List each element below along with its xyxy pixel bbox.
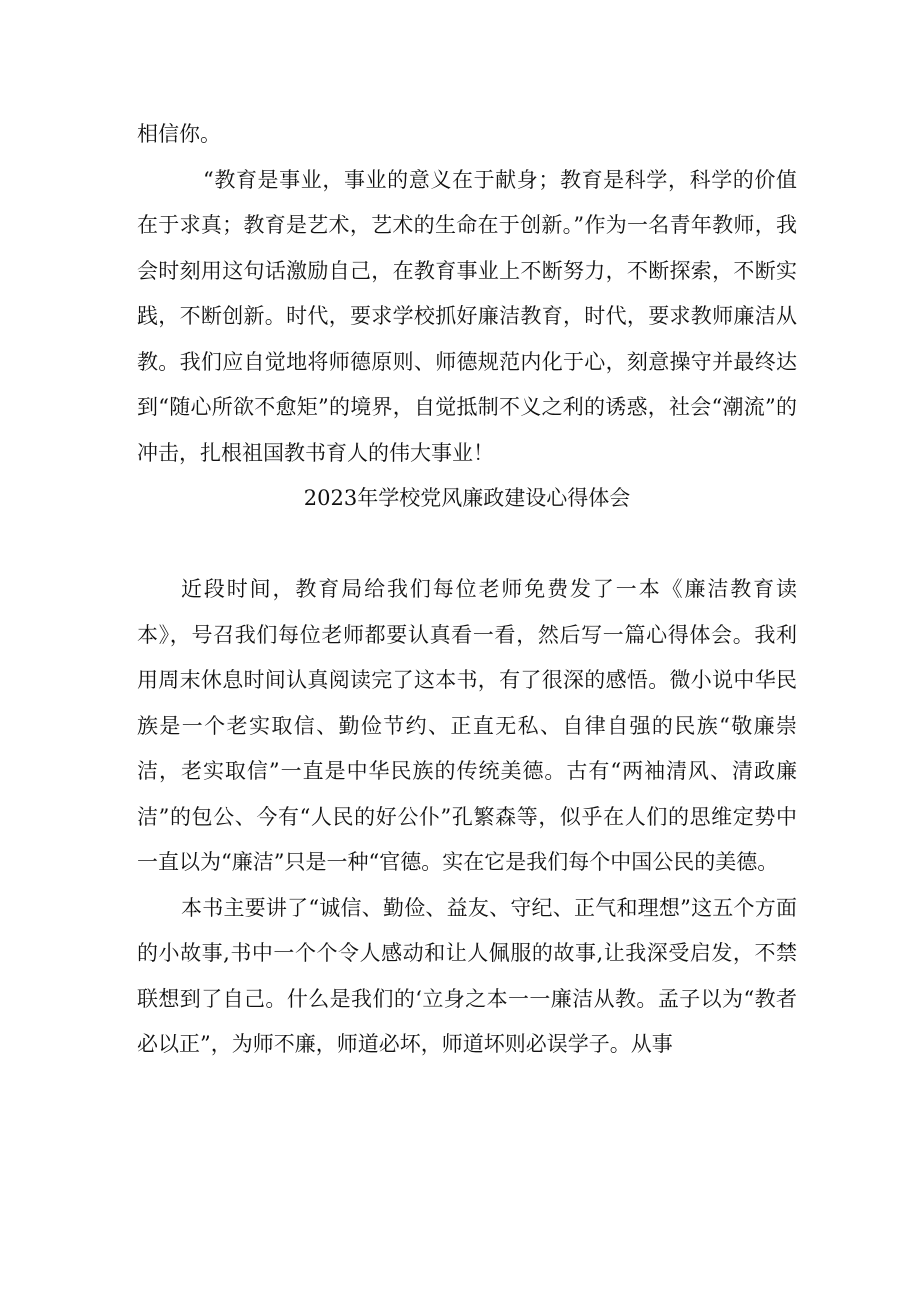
document-body (137, 112, 797, 1068)
paragraph-book-content: 本书主要讲了“诚信、勤俭、益友、守纪、正气和理想”这五个方面的小故事,书中一个个令人感动和让人佩服的故事,让我深受启发，不禁联想到了自己。什么是我们的‘立身之本一一廉洁从教。孟子以为“教者必以正”，为师不廉，师道必坏，师道坏则必误学子。从事 (137, 895, 797, 1056)
paragraph-continuation: 相信你。 (137, 122, 221, 146)
paragraph-reading-book: 近段时间，教育局给我们每位老师免费发了一本《廉洁教育读本》，号召我们每位老师都要认真看一看，然后写一篇心得体会。我利用周末休息时间认真阅读完了这本书，有了很深的感悟。微小说中华民族是一个老实取信、勤俭节约、正直无私、自律自强的民族“敬廉崇洁，老实取信”一直是中华民族的传统美德。古有“两袖清风、清政廉洁”的包公、今有“人民的好公仆”孔繁森等，似乎在人们的思维定势中一直以为“廉洁”只是一种“官德。实在它是我们每个中国公民的美德。 (137, 577, 797, 874)
paragraph-education-quote: “教育是事业，事业的意义在于献身；教育是科学，科学的价值在于求真；教育是艺术，艺术的生命在于创新。”作为一名青年教师，我会时刻用这句话激励自己，在教育事业上不断努力，不断探索，不断实践，不断创新。时代，要求学校抓好廉洁教育，时代，要求教师廉洁从教。我们应自觉地将师德原则、师德规范内化于心，刻意操守并最终达到“随心所欲不愈矩”的境界，自觉抵制不义之利的诱惑，社会“潮流”的冲击，扎根祖国教书育人的伟大事业！ (137, 167, 797, 465)
section-title: 2023年学校党风廉政建设心得体会 (303, 486, 631, 510)
blank-line (137, 522, 797, 568)
